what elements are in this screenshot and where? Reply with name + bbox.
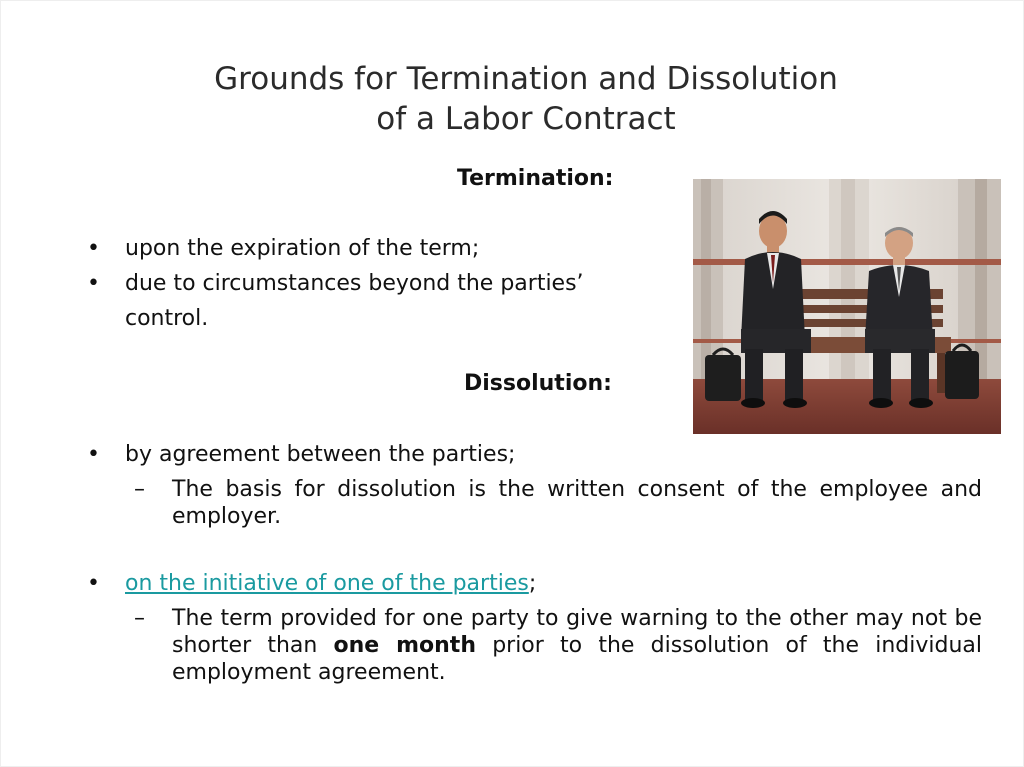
dissolution-item-2-detail xyxy=(172,605,982,686)
termination-item-2: due to circumstances beyond the parties’ xyxy=(125,271,584,296)
one-month-emphasis: one month xyxy=(333,633,476,658)
detail-text-before: The term provided for one party to give warning to the other may not be shorter than xyxy=(172,606,982,658)
dissolution-item-1-detail: The basis for dissolution is the written consent of the employee and employer. xyxy=(172,477,982,529)
termination-item-2-continued: control. xyxy=(125,306,209,331)
termination-item-1: upon the expiration of the term; xyxy=(125,236,480,261)
dissolution-heading: Dissolution: xyxy=(464,371,612,396)
businessmen-photo xyxy=(693,179,1001,434)
title-line-2: of a Labor Contract xyxy=(376,101,676,137)
termination-heading: Termination: xyxy=(457,166,614,191)
bullet-icon: • xyxy=(87,442,100,467)
detail-text-after: prior to the dissolution of the individual employment agreement. xyxy=(172,633,982,685)
slide-title xyxy=(121,59,931,139)
dissolution-item-2 xyxy=(125,567,536,600)
item-2-suffix: ; xyxy=(528,571,537,596)
bullet-icon: • xyxy=(87,236,100,261)
initiative-link[interactable]: on the initiative of one of the parties xyxy=(125,571,529,596)
dash-icon: – xyxy=(134,606,145,631)
dissolution-item-1: by agreement between the parties; xyxy=(125,442,516,467)
title-line-1: Grounds for Termination and Dissolution xyxy=(214,61,838,97)
dash-icon: – xyxy=(134,477,145,502)
bullet-icon: • xyxy=(87,271,100,296)
bullet-icon: • xyxy=(87,571,100,596)
